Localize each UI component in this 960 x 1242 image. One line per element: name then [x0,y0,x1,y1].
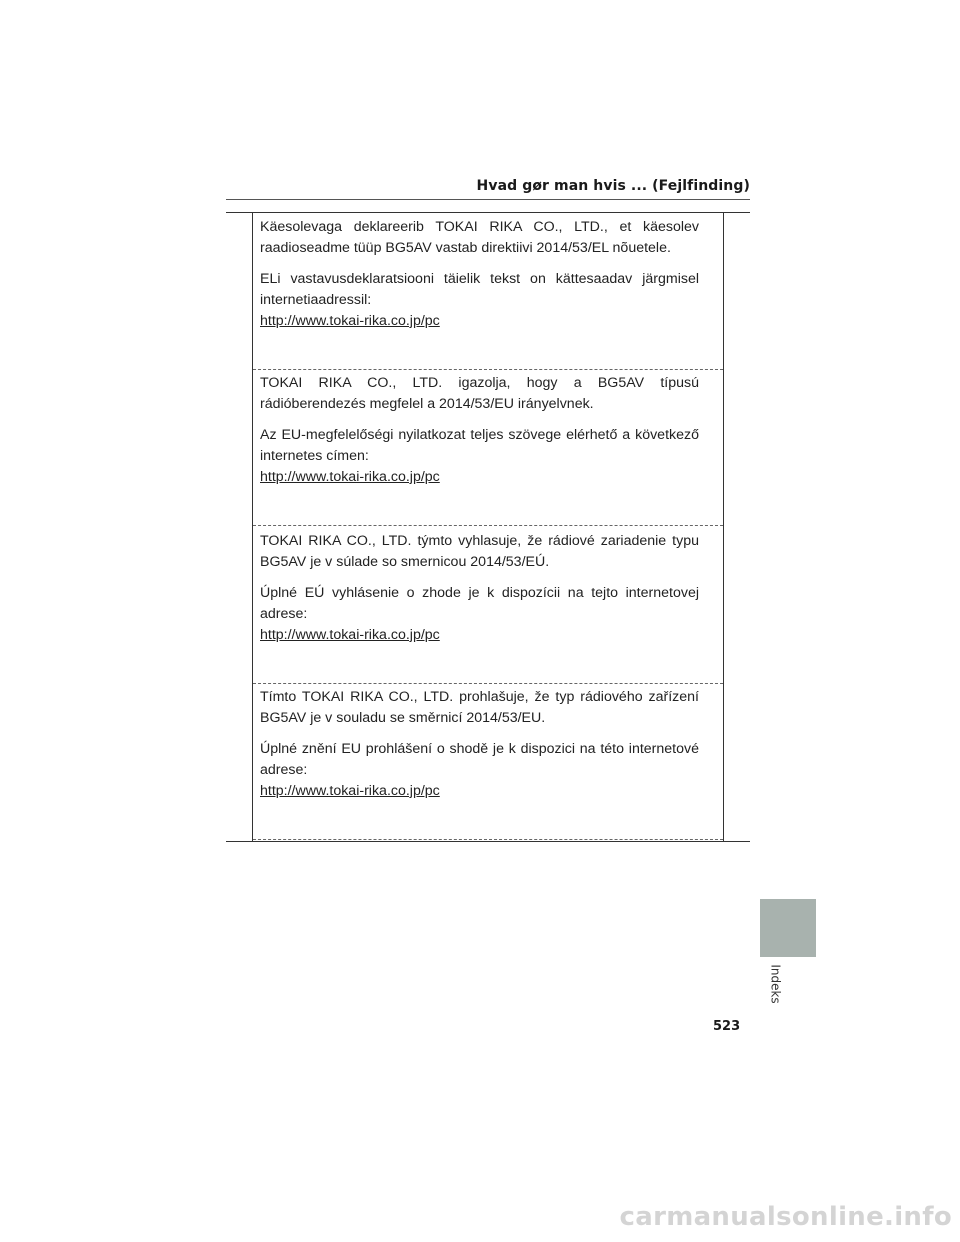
declaration-estonian [253,213,723,331]
declaration-availability: Úplné znění EU prohlášení o shodě je k dispozici na této internetové adrese: [260,741,699,778]
declaration-statement: TOKAI RIKA CO., LTD. týmto vyhlasuje, že rádiové zariadenie typu BG5AV je v súlade so smernicou 2014/53/EÚ. [260,533,699,570]
declaration-availability: Úplné EÚ vyhlásenie o zhode je k dispozícii na tejto internetovej adrese: [260,585,699,622]
chapter-tab [760,899,816,957]
watermark: carmanualsonline.info [619,1202,952,1232]
declaration-slovak [253,527,723,645]
declaration-statement: Tímto TOKAI RIKA CO., LTD. prohlašuje, že typ rádiového zařízení BG5AV je v souladu se směrnicí 2014/53/EU. [260,689,699,726]
running-header-title: Hvad gør man hvis ... (Fejlfinding) [476,178,750,194]
page-number: 523 [713,1019,741,1034]
declaration-availability: ELi vastavusdeklaratsiooni täielik tekst on kättesaadav järgmisel internetiaadressil: [260,271,699,308]
chapter-tab-text: Indeks [769,964,784,1004]
table-right-rule [723,213,724,841]
declaration-czech [253,683,723,801]
declaration-link[interactable]: http://www.tokai-rika.co.jp/pc [260,469,440,485]
declaration-statement: Käesolevaga deklareerib TOKAI RIKA CO., LTD., et käesolev raadioseadme tüüp BG5AV vastab direktiivi 2014/53/EL nõuetele. [260,219,699,256]
section-divider [253,839,723,840]
declaration-table [226,212,750,842]
chapter-tab-label [766,962,786,1006]
declaration-availability: Az EU-megfelelőségi nyilatkozat teljes szövege elérhető a következő internetes címen: [260,427,699,464]
declaration-hungarian [253,369,723,487]
declaration-statement: TOKAI RIKA CO., LTD. igazolja, hogy a BG5AV típusú rádióberendezés megfelel a 2014/53/EU irányelvnek. [260,375,699,412]
declaration-link[interactable]: http://www.tokai-rika.co.jp/pc [260,627,440,643]
section-divider [253,525,723,526]
declaration-link[interactable]: http://www.tokai-rika.co.jp/pc [260,783,440,799]
header-rule [226,199,750,200]
declaration-link[interactable]: http://www.tokai-rika.co.jp/pc [260,313,440,329]
